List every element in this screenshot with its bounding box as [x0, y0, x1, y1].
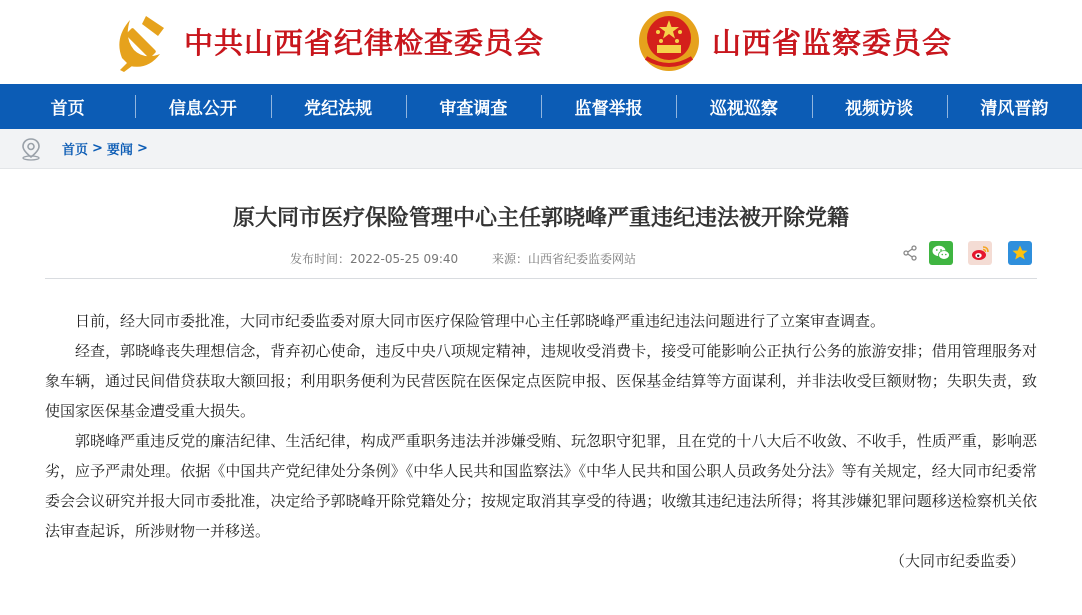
publish-time: 发布时间：2022-05-25 09:40	[290, 252, 459, 266]
supervision-commission-logo[interactable]	[636, 6, 952, 76]
main-nav	[0, 84, 1082, 129]
breadcrumb-home[interactable]: 首页	[62, 143, 89, 158]
party-commission-name: 中共山西省纪律检查委员会	[184, 25, 545, 60]
nav-video-interview[interactable]: 视频访谈	[812, 84, 947, 129]
national-emblem-icon	[636, 8, 702, 74]
nav-review-investigation[interactable]: 审查调查	[406, 84, 541, 129]
site-header	[0, 0, 1082, 84]
article-body	[45, 306, 1037, 576]
supervision-commission-name: 山西省监察委员会	[712, 25, 953, 60]
title-divider	[45, 278, 1037, 279]
party-commission-logo[interactable]	[108, 6, 544, 76]
nav-home[interactable]: 首页	[50, 99, 85, 119]
article-paragraph: 经查，郭晓峰丧失理想信念，背弃初心使命，违反中央八项规定精神，违规收受消费卡，接受可能影响公正执行公务的旅游安排；借用管理服务对象车辆，通过民间借贷获取大额回报；利用职务便利为民营医院在医保定点医院申报、医保基金结算等方面谋利，并非法收受巨额财物；失职失责，致使国家医保基金遭受重大损失。	[45, 342, 1037, 420]
nav-inspection[interactable]: 巡视巡察	[676, 84, 811, 129]
article-paragraph: 日前，经大同市委批准，大同市纪委监委对原大同市医疗保险管理中心主任郭晓峰严重违纪违法问题进行了立案审查调查。	[75, 312, 886, 330]
nav-party-rules[interactable]: 党纪法规	[271, 84, 406, 129]
share-icon[interactable]	[898, 241, 922, 265]
party-emblem-icon	[108, 8, 174, 74]
nav-qingfeng-jinyun[interactable]: 清风晋韵	[947, 84, 1082, 129]
breadcrumb	[0, 129, 1082, 169]
article-title: 原大同市医疗保险管理中心主任郭晓峰严重违纪违法被开除党籍	[232, 206, 849, 231]
nav-info-disclosure[interactable]: 信息公开	[135, 84, 270, 129]
nav-supervision-report[interactable]: 监督举报	[541, 84, 676, 129]
qzone-icon[interactable]	[1008, 241, 1032, 265]
breadcrumb-separator: >	[92, 141, 103, 156]
breadcrumb-news[interactable]: 要闻	[106, 143, 133, 158]
location-pin-icon	[20, 137, 42, 161]
article-source: 来源：山西省纪委监委网站	[491, 252, 636, 266]
breadcrumb-separator: >	[136, 141, 148, 156]
article-paragraph: 郭晓峰严重违反党的廉洁纪律、生活纪律，构成严重职务违法并涉嫌受贿、玩忽职守犯罪，且在党的十八大后不收敛、不收手，性质严重，影响恶劣，应予严肃处理。依据《中国共产党纪律处分条例》《中华人民共和国监察法》《中华人民共和国公职人员政务处分法》等有关规定，经大同市纪委常委会会议研究并报大同市委批准，决定给予郭晓峰开除党籍处分；按规定取消其享受的待遇；收缴其违纪违法所得；将其涉嫌犯罪问题移送检察机关依法审查起诉，所涉财物一并移送。	[45, 432, 1037, 540]
article-signature: （大同市纪委监委）	[889, 552, 1025, 570]
weibo-icon[interactable]	[968, 241, 992, 265]
wechat-icon[interactable]	[929, 241, 953, 265]
article-meta	[290, 250, 666, 267]
